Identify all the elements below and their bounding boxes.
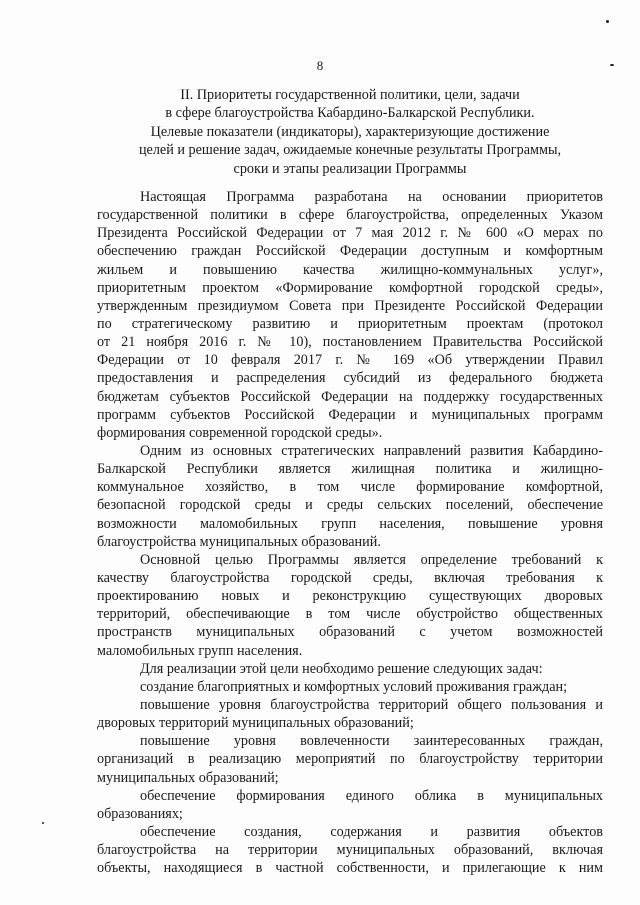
text-line: обеспечение формирования единого облика в муниципальных — [140, 787, 603, 804]
text-line: государственной политики в сфере благоустройства, определенных Указом — [97, 207, 603, 224]
heading-line: II. Приоритеты государственной политики, цели, задачи — [180, 87, 520, 103]
text-line: пространств муниципальных образований с учетом возможностей — [97, 624, 603, 641]
text-line: Для реализации этой цели необходимо решение следующих задач: — [140, 660, 543, 677]
text-line: обеспечению граждан Российской Федерации доступным и комфортным — [97, 243, 603, 260]
text-line: Одним из основных стратегических направлений развития Кабардино- — [140, 442, 603, 459]
page-number: 8 — [316, 58, 324, 73]
text-line: предоставления и распределения субсидий из федерального бюджета — [97, 370, 603, 387]
text-line: по стратегическому развитию и приоритетным проектам (протокол — [97, 315, 603, 332]
text-line: Президента Российской Федерации от 7 мая 2012 г. № 600 «О мерах по — [97, 225, 603, 242]
text-line: от 21 ноября 2016 г. № 10), постановлением Правительства Российской — [97, 334, 603, 351]
scan-speck — [610, 64, 614, 66]
text-line: качеству благоустройства городской среды, включая требования к — [97, 569, 603, 586]
text-line: программ субъектов Российской Федерации и муниципальных программ — [97, 406, 603, 423]
text-line: организаций в реализацию мероприятий по благоустройству территории — [97, 751, 603, 768]
text-line: безопасной городской среды и среды сельских поселений, обеспечение — [97, 497, 603, 514]
text-line: муниципальных образований; — [97, 769, 279, 786]
text-line: Настоящая Программа разработана на основании приоритетов — [140, 189, 603, 205]
text-line: проектированию новых и реконструкцию существующих дворовых — [97, 588, 603, 605]
heading-line: в сфере благоустройства Кабардино-Балкарской Республики. — [165, 105, 535, 122]
text-line: объекты, находящиеся в частной собственности, и прилегающие к ним — [97, 860, 603, 877]
text-line: благоустройства на территории муниципальных образований, включая — [97, 842, 603, 859]
text-line: Балкарской Республики является жилищная политика и жилищно- — [97, 461, 603, 478]
text-line: благоустройства муниципальных образований. — [97, 533, 381, 550]
text-line: повышение уровня вовлеченности заинтересованных граждан, — [140, 733, 603, 750]
text-line: утвержденным президиумом Совета при Президенте Российской Федерации — [97, 297, 603, 314]
text-line: маломобильных групп населения. — [97, 642, 303, 659]
text-line: бюджетам субъектов Российской Федерации на поддержку государственных — [97, 388, 603, 405]
heading-line: целей и решение задач, ожидаемые конечные результаты Программы, — [138, 142, 562, 159]
heading-line: Целевые показатели (индикаторы), характеризующие достижение — [150, 123, 550, 140]
body-text — [97, 188, 603, 877]
text-line: образованиях; — [97, 805, 183, 822]
text-line: обеспечение создания, содержания и развития объектов — [140, 823, 603, 840]
text-line: Основной целью Программы является определение требований к — [140, 551, 603, 568]
heading-line: сроки и этапы реализации Программы — [233, 160, 467, 177]
section-heading — [96, 86, 604, 178]
text-line: коммунальное хозяйство, в том числе формирование комфортной, — [97, 479, 603, 496]
scan-speck — [42, 822, 44, 824]
text-line: территорий, обеспечивающие в том числе обустройство общественных — [97, 606, 603, 623]
text-line: создание благоприятных и комфортных условий проживания граждан; — [140, 678, 568, 695]
text-line: формирования современной городской среды». — [97, 424, 383, 441]
text-line: жильем и повышению качества жилищно-коммунальных услуг», — [97, 261, 603, 278]
text-line: повышение уровня благоустройства территорий общего пользования и — [140, 696, 603, 713]
text-line: приоритетным проектом «Формирование комфортной городской среды», — [97, 279, 603, 296]
text-line: дворовых территорий муниципальных образований; — [97, 715, 414, 732]
text-line: возможности маломобильных групп населения, повышение уровня — [97, 515, 603, 532]
text-line: Федерации от 10 февраля 2017 г. № 169 «Об утверждении Правил — [97, 352, 603, 369]
scan-speck — [606, 20, 609, 23]
